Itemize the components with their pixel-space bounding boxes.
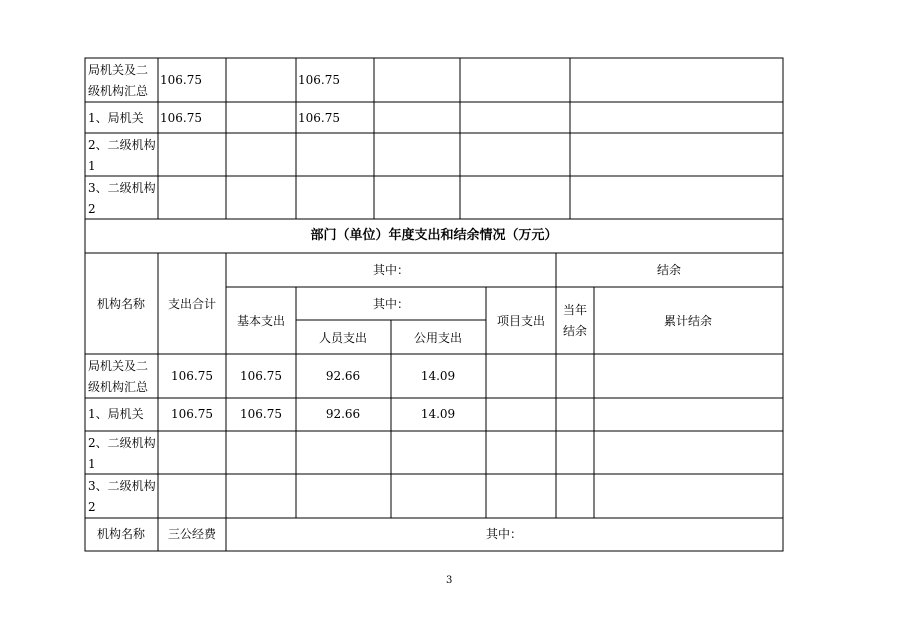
header-balance: 结余: [656, 263, 682, 277]
bottom-org-name: 机构名称: [96, 527, 146, 541]
expense-public: 14.09: [420, 369, 456, 383]
expense-row-name: 3、二级机构2: [88, 479, 156, 514]
expense-row-name: 2、二级机构1: [88, 436, 156, 471]
header-total: 支出合计: [167, 297, 217, 311]
expense-public: 14.09: [420, 407, 456, 421]
header-org-name: 机构名称: [96, 297, 146, 311]
top-row-value: 106.75: [160, 73, 202, 87]
top-row-value: 106.75: [298, 111, 340, 125]
expense-total: 106.75: [171, 407, 213, 421]
bottom-three-public: 三公经费: [167, 527, 217, 541]
header-cumulative-balance: 累计结余: [663, 314, 713, 328]
expense-row-name: 局机关及二级机构汇总: [88, 359, 149, 394]
top-row-name: 1、局机关: [88, 111, 144, 125]
section-title: 部门（单位）年度支出和结余情况（万元）: [310, 228, 558, 243]
top-row-value: 106.75: [298, 73, 340, 87]
header-among-basic: 其中：: [372, 297, 410, 311]
top-row-name: 2、二级机构1: [88, 138, 156, 173]
header-project: 项目支出: [496, 314, 546, 328]
expense-total: 106.75: [171, 369, 213, 383]
expense-row-name: 1、局机关: [88, 407, 144, 421]
header-among: 其中：: [372, 263, 410, 277]
expense-personnel: 92.66: [325, 407, 361, 421]
header-personnel: 人员支出: [318, 331, 368, 345]
top-row-value: 106.75: [160, 111, 202, 125]
header-public: 公用支出: [413, 331, 463, 345]
top-row-name: 3、二级机构2: [88, 181, 156, 216]
bottom-among: 其中：: [485, 527, 523, 541]
header-current-balance: 当年结余: [563, 303, 588, 338]
expense-basic: 106.75: [240, 407, 282, 421]
header-basic: 基本支出: [236, 314, 286, 328]
top-row-name: 局机关及二级机构汇总: [88, 63, 149, 98]
page-number: 3: [446, 575, 453, 586]
expense-personnel: 92.66: [325, 369, 361, 383]
expense-basic: 106.75: [240, 369, 282, 383]
